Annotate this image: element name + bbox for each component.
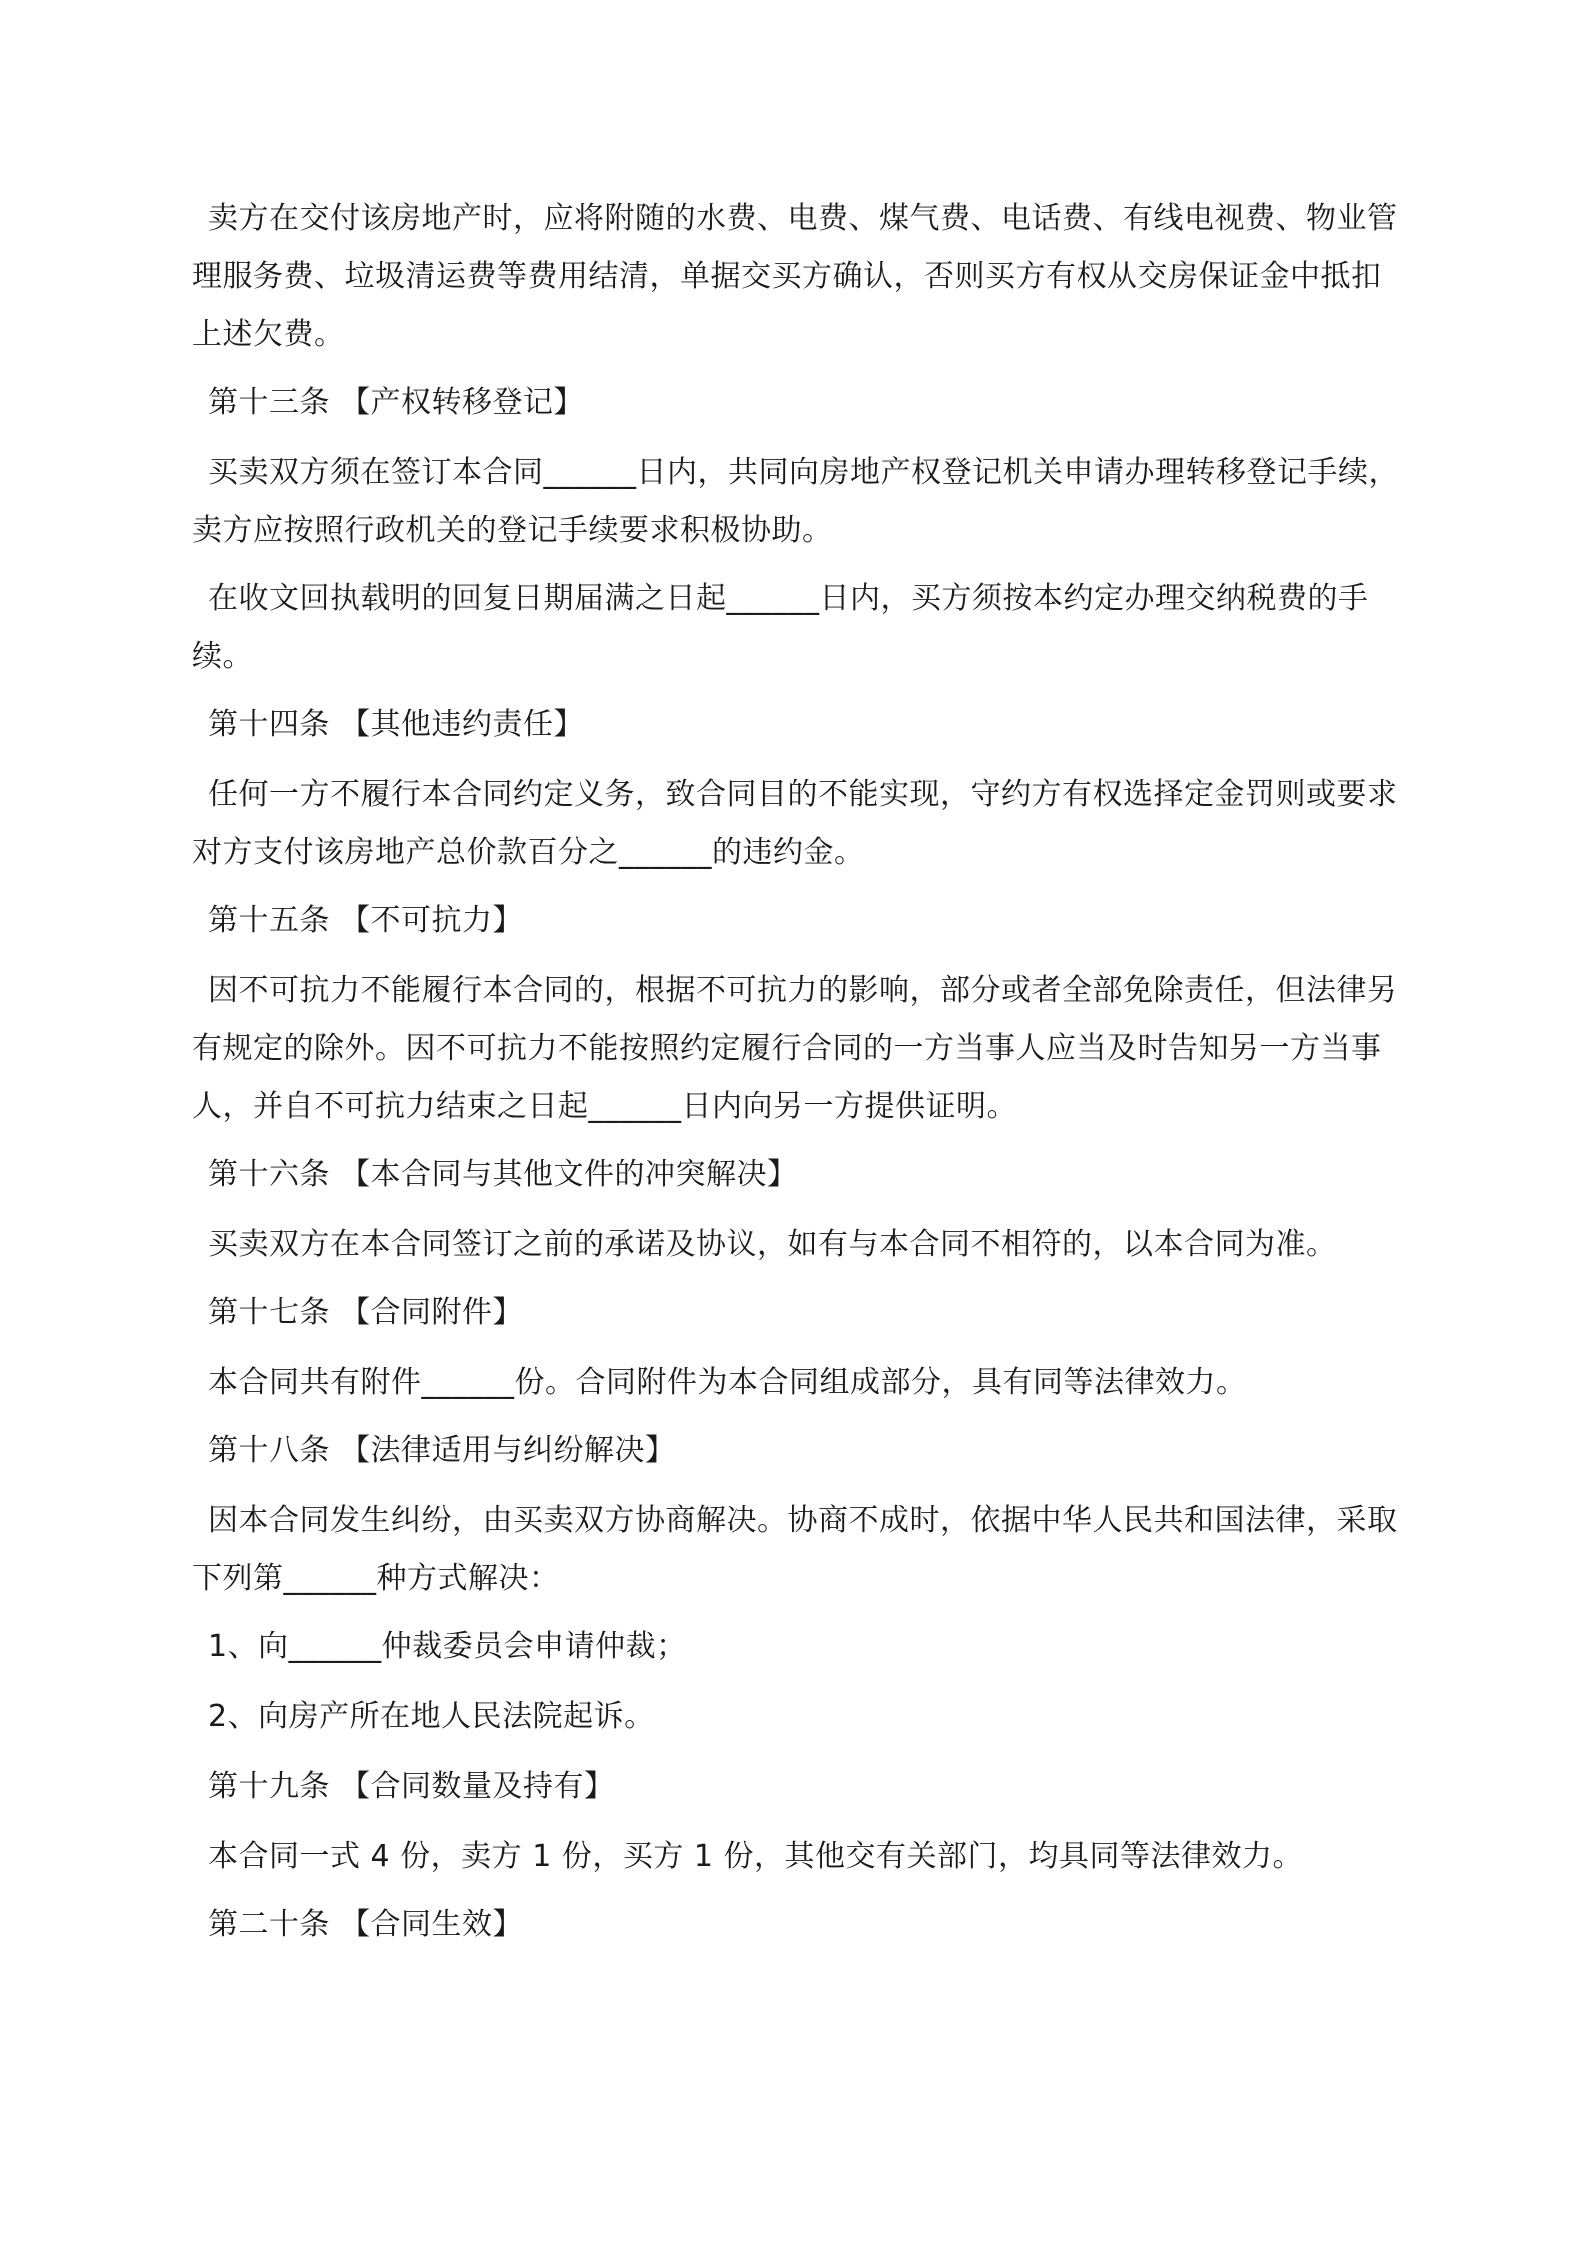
clause-paragraph: 本合同共有附件______份。合同附件为本合同组成部分，具有同等法律效力。 [208, 1365, 1247, 1400]
clause-paragraph: 卖方在交付该房地产时，应将附随的水费、电费、煤气费、电话费、有线电视费、物业管理服务费、垃圾清运费等费用结清，单据交买方确认，否则买方有权从交房保证金中抵扣上述欠费。 [192, 201, 1398, 352]
clause-paragraph: 买卖双方在本合同签订之前的承诺及协议，如有与本合同不相符的，以本合同为准。 [208, 1227, 1337, 1262]
clause-paragraph: 因不可抗力不能履行本合同的，根据不可抗力的影响，部分或者全部免除责任，但法律另有规定的除外。因不可抗力不能按照约定履行合同的一方当事人应当及时告知另一方当事人，并自不可抗力结束之日起______日内向另一方提供证明。 [192, 973, 1398, 1124]
clause-paragraph: 买卖双方须在签订本合同______日内，共同向房地产权登记机关申请办理转移登记手续，卖方应按照行政机关的登记手续要求积极协助。 [192, 455, 1399, 548]
clause-heading: 第十三条 【产权转移登记】 [208, 385, 585, 420]
document-body [192, 190, 1410, 1966]
clause-paragraph: 因本合同发生纠纷，由买卖双方协商解决。协商不成时，依据中华人民共和国法律，采取下列第______种方式解决： [192, 1503, 1398, 1596]
clause-heading: 第十七条 【合同附件】 [208, 1295, 524, 1330]
clause-paragraph: 本合同一式 4 份，卖方 1 份，买方 1 份，其他交有关部门，均具同等法律效力。 [208, 1839, 1303, 1874]
clause-heading: 第十四条 【其他违约责任】 [208, 707, 585, 742]
clause-heading: 第十八条 【法律适用与纠纷解决】 [208, 1433, 676, 1468]
clause-heading: 第十九条 【合同数量及持有】 [208, 1769, 615, 1804]
list-item: 1、向______仲裁委员会申请仲裁； [208, 1629, 687, 1664]
clause-heading: 第十六条 【本合同与其他文件的冲突解决】 [208, 1157, 798, 1192]
list-item: 2、向房产所在地人民法院起诉。 [208, 1699, 655, 1734]
clause-paragraph: 在收文回执载明的回复日期届满之日起______日内，买方须按本约定办理交纳税费的手续。 [192, 581, 1369, 674]
clause-heading: 第十五条 【不可抗力】 [208, 903, 524, 938]
clause-heading: 第二十条 【合同生效】 [208, 1907, 524, 1942]
clause-paragraph: 任何一方不履行本合同约定义务，致合同目的不能实现，守约方有权选择定金罚则或要求对方支付该房地产总价款百分之______的违约金。 [192, 777, 1398, 870]
